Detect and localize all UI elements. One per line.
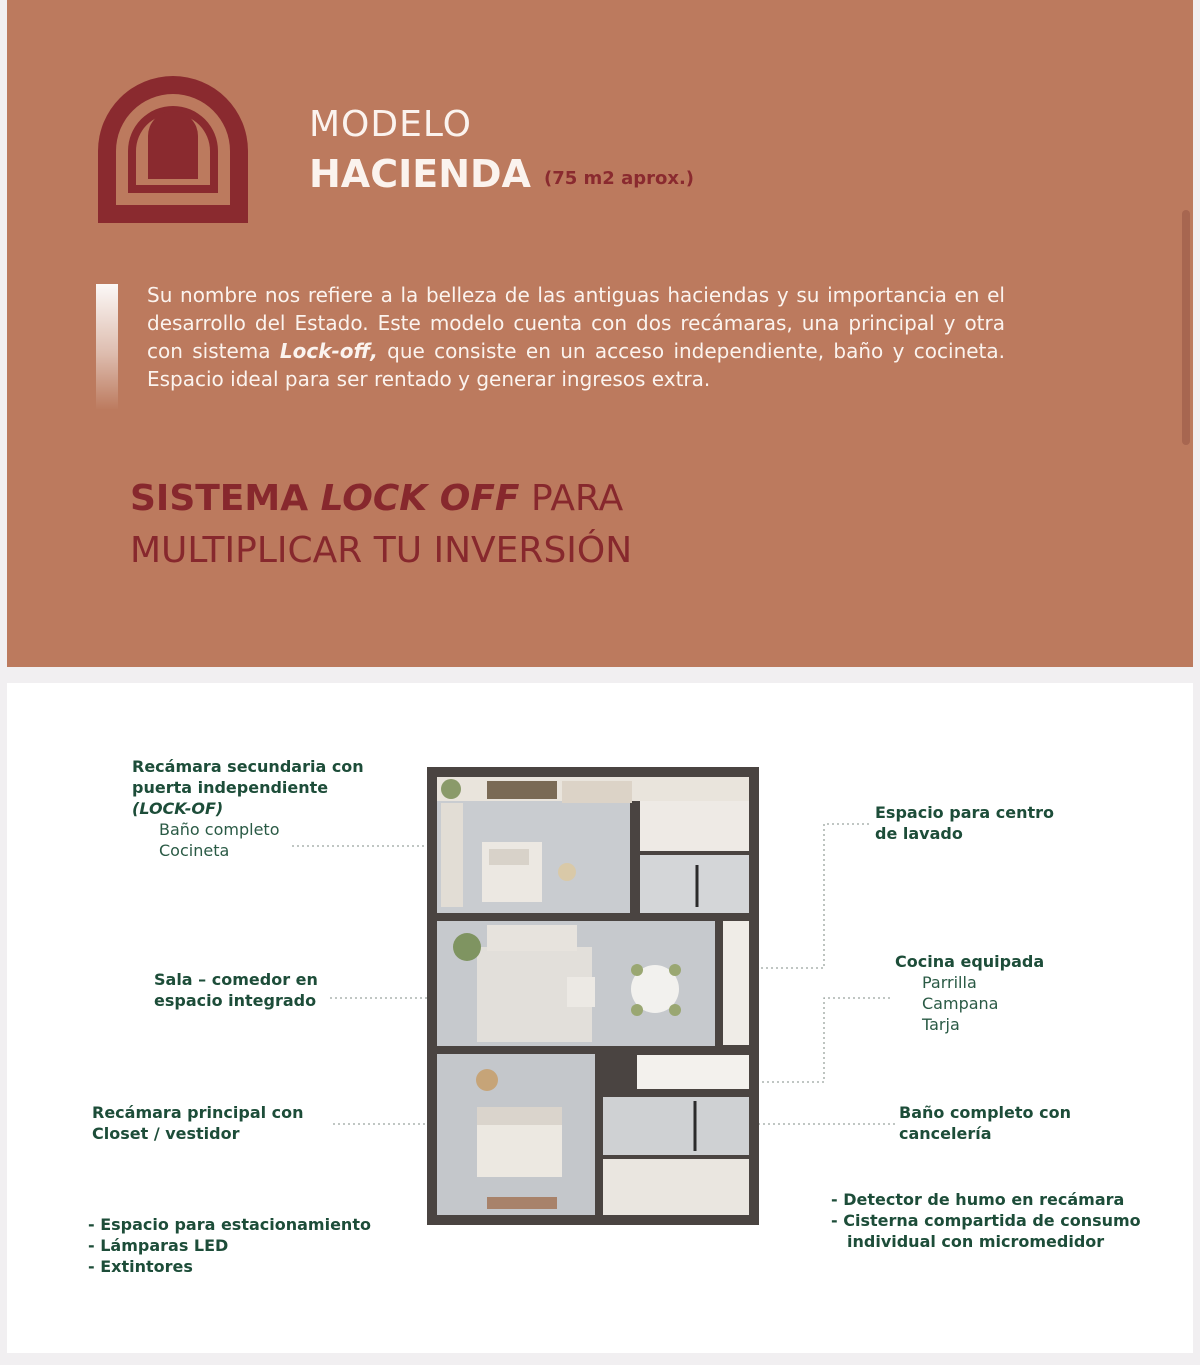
kitchen-sub2: Campana bbox=[922, 994, 999, 1013]
main-bedroom-line2: Closet / vestidor bbox=[92, 1124, 240, 1143]
bathroom-line2: cancelería bbox=[899, 1124, 992, 1143]
kitchen-sub1: Parrilla bbox=[922, 973, 977, 992]
amenities-right-list bbox=[831, 1189, 1141, 1252]
living-line1: Sala – comedor en bbox=[154, 970, 318, 989]
label-secondary-bedroom bbox=[132, 756, 364, 861]
bathroom-line1: Baño completo con bbox=[899, 1103, 1071, 1122]
description-text-2: que consiste en un acceso independiente, baño y cocineta. Espacio ideal para ser rentado y generar ingresos extra. bbox=[147, 339, 1006, 391]
laundry-line2: de lavado bbox=[875, 824, 963, 843]
secondary-bedroom-line2: puerta independiente bbox=[132, 778, 329, 797]
living-line2: espacio integrado bbox=[154, 991, 317, 1010]
slogan-line-2: MULTIPLICAR TU INVERSIÓN bbox=[130, 530, 633, 571]
slogan-italic: LOCK OFF bbox=[320, 478, 520, 519]
label-kitchen bbox=[895, 951, 1044, 1035]
main-bedroom-line1: Recámara principal con bbox=[92, 1103, 304, 1122]
amenities-left-list bbox=[88, 1214, 371, 1277]
floor-plan-image bbox=[427, 767, 759, 1229]
amenity-item: - Cisterna compartida de consumo bbox=[831, 1211, 1141, 1230]
secondary-bedroom-line1: Recámara secundaria con bbox=[132, 757, 364, 776]
label-laundry bbox=[875, 802, 1054, 844]
amenity-item: - Espacio para estacionamiento bbox=[88, 1215, 371, 1234]
amenity-item: - Extintores bbox=[88, 1257, 193, 1276]
label-bathroom bbox=[899, 1102, 1071, 1144]
secondary-bedroom-sub2: Cocineta bbox=[159, 841, 230, 860]
slogan-rest: PARA bbox=[519, 478, 624, 519]
secondary-bedroom-line3: (LOCK-OF) bbox=[132, 799, 224, 818]
secondary-bedroom-sub1: Baño completo bbox=[159, 820, 280, 839]
model-title-prefix: MODELO bbox=[309, 104, 472, 145]
kitchen-line1: Cocina equipada bbox=[895, 952, 1045, 971]
label-main-bedroom bbox=[92, 1102, 304, 1144]
slogan-bold: SISTEMA bbox=[130, 478, 321, 519]
amenity-item: - Lámparas LED bbox=[88, 1236, 229, 1255]
description-emphasis: Lock-off, bbox=[279, 339, 378, 363]
amenity-item-continuation: individual con micromedidor bbox=[847, 1232, 1105, 1251]
kitchen-sub3: Tarja bbox=[922, 1015, 960, 1034]
laundry-line1: Espacio para centro bbox=[875, 803, 1054, 822]
model-title-name: HACIENDA bbox=[309, 152, 531, 196]
label-living-dining bbox=[154, 969, 318, 1011]
model-area: (75 m2 aprox.) bbox=[544, 168, 695, 189]
amenity-item: - Detector de humo en recámara bbox=[831, 1190, 1125, 1209]
description-text-1: Su nombre nos refiere a la belleza de las antiguas haciendas y su importancia en el desarrollo del Estado. Este modelo cuenta con dos recámaras, una principal y otra con sistema bbox=[147, 283, 1005, 363]
